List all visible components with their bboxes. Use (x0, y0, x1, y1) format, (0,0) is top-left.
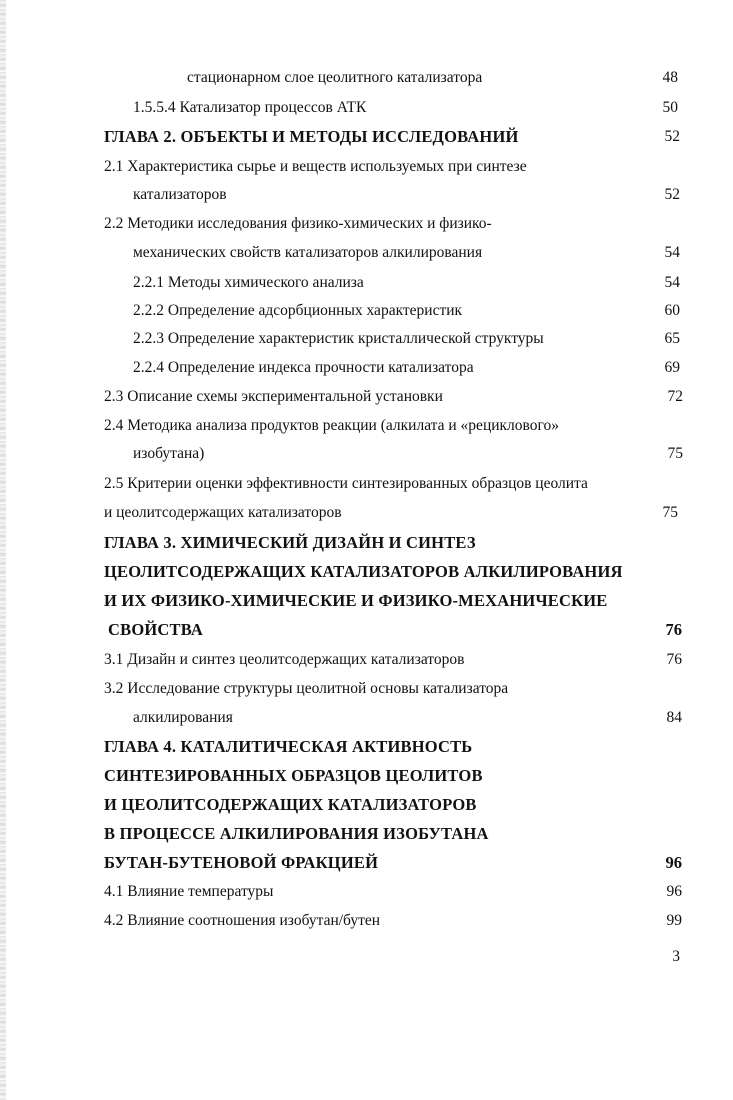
toc-entry-page: 69 (664, 359, 680, 376)
toc-entry-text: 2.2.1 Методы химического анализа (133, 274, 364, 291)
toc-entry-page: 96 (666, 883, 682, 900)
toc-entry-text: и цеолитсодержащих катализаторов (104, 504, 342, 521)
toc-entry-page: 99 (666, 912, 682, 929)
toc-entry-page: 50 (662, 99, 678, 116)
toc-entry-page: 65 (664, 330, 680, 347)
scan-edge-artifact (0, 0, 6, 1100)
toc-entry-page: 60 (664, 302, 680, 319)
toc-entry-text: алкилирования (133, 709, 233, 726)
toc-chapter-heading: И ЦЕОЛИТСОДЕРЖАЩИХ КАТАЛИЗАТОРОВ (104, 795, 477, 814)
toc-entry-text: 2.2 Методики исследования физико-химических и физико- (104, 215, 492, 232)
toc-entry-text: 2.5 Критерии оценки эффективности синтезированных образцов цеолита (104, 475, 588, 492)
toc-chapter-heading: ГЛАВА 4. КАТАЛИТИЧЕСКАЯ АКТИВНОСТЬ (104, 737, 473, 756)
toc-entry-page: 54 (664, 244, 680, 261)
toc-entry-text: 2.3 Описание схемы экспериментальной установки (104, 388, 443, 405)
toc-entry-page: 76 (665, 620, 682, 639)
toc-chapter-heading: ЦЕОЛИТСОДЕРЖАЩИХ КАТАЛИЗАТОРОВ АЛКИЛИРОВАНИЯ (104, 562, 623, 581)
toc-entry-page: 54 (664, 274, 680, 291)
toc-entry-text: 2.1 Характеристика сырье и веществ используемых при синтезе (104, 158, 527, 175)
toc-entry-text: 3.2 Исследование структуры цеолитной основы катализатора (104, 680, 509, 697)
toc-entry-page: 52 (664, 186, 680, 203)
toc-entry-text: механических свойств катализаторов алкилирования (133, 244, 483, 261)
toc-entry-text: 1.5.5.4 Катализатор процессов АТК (133, 99, 367, 116)
toc-entry-text: 3.1 Дизайн и синтез цеолитсодержащих катализаторов (104, 651, 465, 668)
toc-entry-page: 52 (664, 128, 680, 145)
page-number: 3 (672, 948, 680, 965)
toc-entry-text: изобутана) (133, 445, 205, 462)
toc-entry-page: 76 (666, 651, 682, 668)
toc-entry-text: 2.2.2 Определение адсорбционных характеристик (133, 302, 463, 319)
toc-entry-text: 4.1 Влияние температуры (104, 883, 274, 900)
toc-entry-page: 48 (662, 69, 678, 86)
toc-chapter-heading: СВОЙСТВА (108, 620, 203, 639)
toc-entry-page: 84 (666, 709, 682, 726)
toc-entry-text: 2.4 Методика анализа продуктов реакции (алкилата и «рециклового» (104, 417, 559, 434)
toc-chapter-heading: И ИХ ФИЗИКО-ХИМИЧЕСКИЕ И ФИЗИКО-МЕХАНИЧЕСКИЕ (104, 591, 608, 610)
toc-entry-page: 75 (667, 445, 683, 462)
toc-chapter-heading: ГЛАВА 2. ОБЪЕКТЫ И МЕТОДЫ ИССЛЕДОВАНИЙ (104, 127, 519, 146)
toc-chapter-heading: ГЛАВА 3. ХИМИЧЕСКИЙ ДИЗАЙН И СИНТЕЗ (104, 533, 476, 552)
toc-entry-text: стационарном слое цеолитного катализатора (187, 69, 483, 86)
toc-entry-text: 4.2 Влияние соотношения изобутан/бутен (104, 912, 381, 929)
toc-chapter-heading: СИНТЕЗИРОВАННЫХ ОБРАЗЦОВ ЦЕОЛИТОВ (104, 766, 483, 785)
toc-entry-text: 2.2.3 Определение характеристик кристаллической структуры (133, 330, 544, 347)
toc-chapter-heading: В ПРОЦЕССЕ АЛКИЛИРОВАНИЯ ИЗОБУТАНА (104, 824, 489, 843)
toc-entry-text: 2.2.4 Определение индекса прочности катализатора (133, 359, 474, 376)
toc-chapter-heading: БУТАН-БУТЕНОВОЙ ФРАКЦИЕЙ (104, 853, 379, 872)
toc-entry-page: 96 (665, 853, 682, 872)
toc-entry-page: 75 (662, 504, 678, 521)
toc-entry-page: 72 (667, 388, 683, 405)
toc-entry-text: катализаторов (133, 186, 227, 203)
